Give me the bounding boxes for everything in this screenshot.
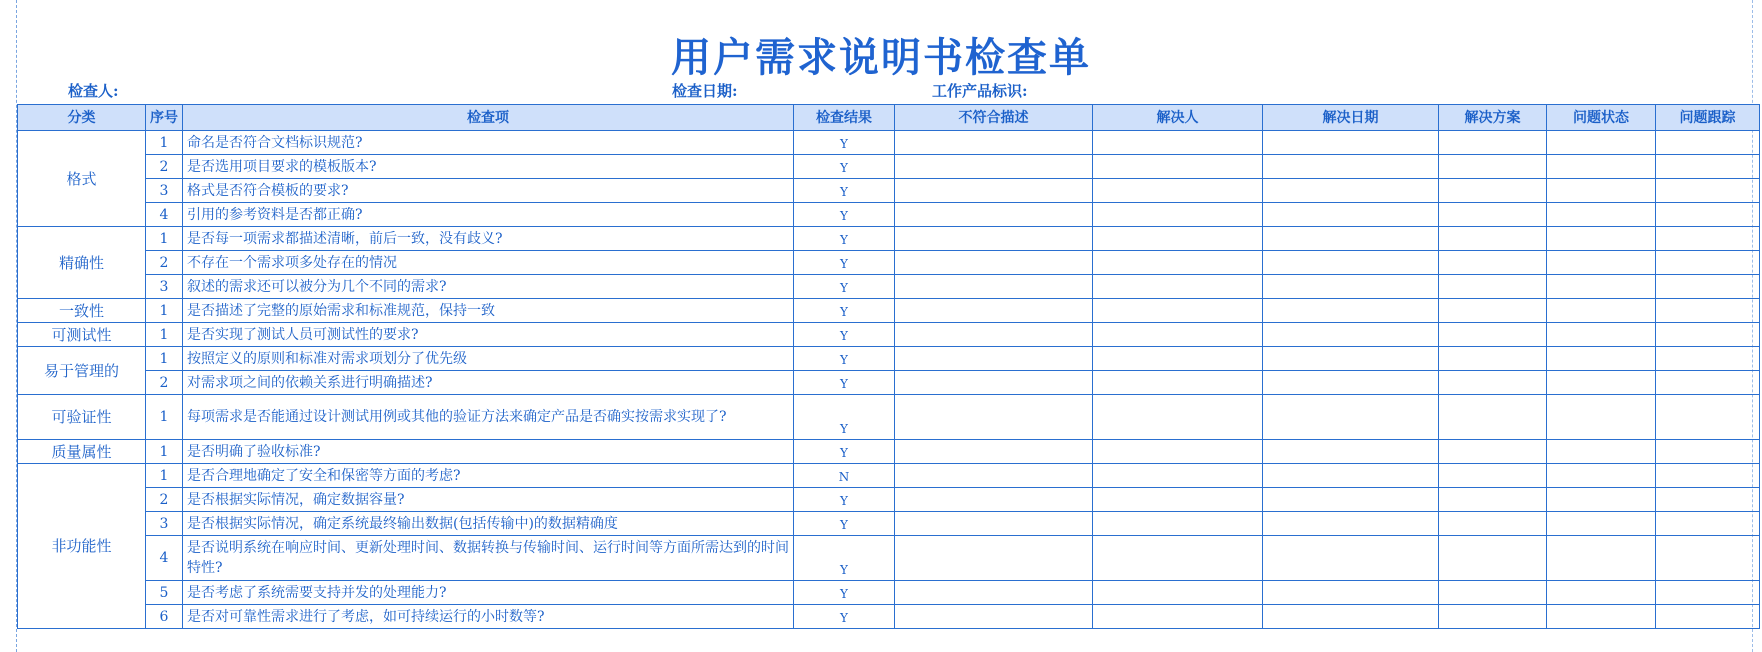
nonconformity-cell [895,395,1093,440]
row-number-cell: 5 [146,581,183,605]
header-resolver: 解决人 [1093,105,1263,131]
check-item-cell: 不存在一个需求项多处存在的情况 [183,251,794,275]
resolver-cell [1093,155,1263,179]
resolver-cell [1093,581,1263,605]
row-number-cell: 2 [146,488,183,512]
check-result-cell: N [794,464,895,488]
nonconformity-cell [895,155,1093,179]
issue-status-cell [1547,581,1656,605]
issue-status-cell [1547,395,1656,440]
solution-cell [1439,203,1547,227]
issue-tracking-cell [1656,488,1760,512]
check-result-cell: Y [794,299,895,323]
resolver-cell [1093,179,1263,203]
issue-status-cell [1547,323,1656,347]
check-result-cell: Y [794,536,895,581]
table-row [18,179,1760,203]
check-item-cell: 叙述的需求还可以被分为几个不同的需求? [183,275,794,299]
row-number-cell: 6 [146,605,183,629]
check-result-cell: Y [794,179,895,203]
table-row [18,299,1760,323]
resolver-cell [1093,488,1263,512]
table-row [18,440,1760,464]
row-number-cell: 2 [146,251,183,275]
row-number-cell: 1 [146,299,183,323]
resolver-cell [1093,512,1263,536]
resolve-date-cell [1263,581,1439,605]
page-title: 用户需求说明书检查单 [671,34,1091,81]
resolve-date-cell [1263,488,1439,512]
table-row [18,203,1760,227]
solution-cell [1439,131,1547,155]
resolve-date-cell [1263,440,1439,464]
resolve-date-cell [1263,299,1439,323]
table-row [18,275,1760,299]
row-number-cell: 1 [146,347,183,371]
resolve-date-cell [1263,512,1439,536]
nonconformity-cell [895,275,1093,299]
header-check-result: 检查结果 [794,105,895,131]
check-result-cell: Y [794,512,895,536]
row-number-cell: 3 [146,512,183,536]
solution-cell [1439,512,1547,536]
resolver-cell [1093,323,1263,347]
check-result-cell: Y [794,488,895,512]
check-result-cell: Y [794,605,895,629]
issue-tracking-cell [1656,440,1760,464]
solution-cell [1439,536,1547,581]
resolver-cell [1093,536,1263,581]
resolver-cell [1093,251,1263,275]
issue-tracking-cell [1656,227,1760,251]
solution-cell [1439,323,1547,347]
issue-status-cell [1547,488,1656,512]
inspector-label: 检查人: [68,82,119,100]
resolver-cell [1093,347,1263,371]
header-issue-status: 问题状态 [1547,105,1656,131]
resolve-date-cell [1263,347,1439,371]
issue-status-cell [1547,605,1656,629]
issue-status-cell [1547,347,1656,371]
check-item-cell: 是否说明系统在响应时间、更新处理时间、数据转换与传输时间、运行时间等方面所需达到的时间特性? [183,536,794,581]
issue-tracking-cell [1656,464,1760,488]
check-item-cell: 格式是否符合模板的要求? [183,179,794,203]
header-issue-tracking: 问题跟踪 [1656,105,1760,131]
solution-cell [1439,464,1547,488]
issue-status-cell [1547,203,1656,227]
solution-cell [1439,488,1547,512]
checklist-table [17,104,1760,629]
check-item-cell: 是否考虑了系统需要支持并发的处理能力? [183,581,794,605]
resolve-date-cell [1263,275,1439,299]
category-cell: 易于管理的 [18,347,146,395]
category-cell: 质量属性 [18,440,146,464]
inspection-date-label: 检查日期: [672,82,738,100]
issue-status-cell [1547,155,1656,179]
nonconformity-cell [895,131,1093,155]
issue-status-cell [1547,275,1656,299]
check-result-cell: Y [794,347,895,371]
issue-tracking-cell [1656,536,1760,581]
nonconformity-cell [895,251,1093,275]
check-item-cell: 是否根据实际情况，确定系统最终输出数据(包括传输中)的数据精确度 [183,512,794,536]
resolve-date-cell [1263,251,1439,275]
row-number-cell: 1 [146,131,183,155]
issue-status-cell [1547,227,1656,251]
resolver-cell [1093,440,1263,464]
row-number-cell: 3 [146,179,183,203]
header-resolve-date: 解决日期 [1263,105,1439,131]
check-item-cell: 引用的参考资料是否都正确? [183,203,794,227]
nonconformity-cell [895,464,1093,488]
table-row [18,131,1760,155]
issue-status-cell [1547,131,1656,155]
resolve-date-cell [1263,179,1439,203]
solution-cell [1439,347,1547,371]
header-category: 分类 [18,105,146,131]
solution-cell [1439,275,1547,299]
check-result-cell: Y [794,395,895,440]
row-number-cell: 1 [146,464,183,488]
nonconformity-cell [895,512,1093,536]
check-item-cell: 按照定义的原则和标准对需求项划分了优先级 [183,347,794,371]
check-item-cell: 是否合理地确定了安全和保密等方面的考虑? [183,464,794,488]
row-number-cell: 1 [146,227,183,251]
table-row [18,323,1760,347]
check-item-cell: 是否根据实际情况，确定数据容量? [183,488,794,512]
header-check-item: 检查项 [183,105,794,131]
check-item-cell: 是否每一项需求都描述清晰，前后一致，没有歧义? [183,227,794,251]
check-result-cell: Y [794,275,895,299]
issue-tracking-cell [1656,395,1760,440]
issue-tracking-cell [1656,275,1760,299]
nonconformity-cell [895,581,1093,605]
resolve-date-cell [1263,536,1439,581]
resolve-date-cell [1263,227,1439,251]
resolve-date-cell [1263,131,1439,155]
check-item-cell: 是否描述了完整的原始需求和标准规范，保持一致 [183,299,794,323]
issue-status-cell [1547,464,1656,488]
check-result-cell: Y [794,227,895,251]
resolver-cell [1093,464,1263,488]
resolver-cell [1093,275,1263,299]
table-row [18,347,1760,371]
row-number-cell: 4 [146,536,183,581]
resolver-cell [1093,299,1263,323]
check-item-cell: 是否明确了验收标准? [183,440,794,464]
resolver-cell [1093,371,1263,395]
nonconformity-cell [895,203,1093,227]
table-row [18,227,1760,251]
nonconformity-cell [895,227,1093,251]
row-number-cell: 3 [146,275,183,299]
issue-status-cell [1547,440,1656,464]
check-result-cell: Y [794,155,895,179]
header-solution: 解决方案 [1439,105,1547,131]
solution-cell [1439,581,1547,605]
issue-tracking-cell [1656,203,1760,227]
solution-cell [1439,251,1547,275]
row-number-cell: 1 [146,440,183,464]
check-result-cell: Y [794,371,895,395]
issue-status-cell [1547,512,1656,536]
solution-cell [1439,605,1547,629]
nonconformity-cell [895,371,1093,395]
issue-tracking-cell [1656,179,1760,203]
resolve-date-cell [1263,155,1439,179]
solution-cell [1439,299,1547,323]
issue-status-cell [1547,251,1656,275]
table-row [18,371,1760,395]
category-cell: 可验证性 [18,395,146,440]
table-row [18,395,1760,440]
nonconformity-cell [895,323,1093,347]
category-cell: 格式 [18,131,146,227]
resolver-cell [1093,605,1263,629]
nonconformity-cell [895,299,1093,323]
solution-cell [1439,395,1547,440]
issue-tracking-cell [1656,512,1760,536]
resolve-date-cell [1263,203,1439,227]
check-item-cell: 每项需求是否能通过设计测试用例或其他的验证方法来确定产品是否确实按需求实现了? [183,395,794,440]
resolve-date-cell [1263,323,1439,347]
issue-status-cell [1547,299,1656,323]
category-cell: 非功能性 [18,464,146,629]
solution-cell [1439,179,1547,203]
nonconformity-cell [895,179,1093,203]
solution-cell [1439,440,1547,464]
issue-tracking-cell [1656,131,1760,155]
solution-cell [1439,371,1547,395]
table-row [18,536,1760,581]
nonconformity-cell [895,536,1093,581]
nonconformity-cell [895,605,1093,629]
issue-tracking-cell [1656,323,1760,347]
row-number-cell: 2 [146,371,183,395]
issue-tracking-cell [1656,371,1760,395]
header-nonconformity: 不符合描述 [895,105,1093,131]
nonconformity-cell [895,347,1093,371]
table-row [18,251,1760,275]
check-result-cell: Y [794,581,895,605]
check-result-cell: Y [794,131,895,155]
table-row [18,464,1760,488]
category-cell: 精确性 [18,227,146,299]
header-row [18,105,1760,131]
resolve-date-cell [1263,395,1439,440]
nonconformity-cell [895,488,1093,512]
check-result-cell: Y [794,440,895,464]
row-number-cell: 1 [146,323,183,347]
table-row [18,605,1760,629]
issue-tracking-cell [1656,299,1760,323]
check-item-cell: 是否对可靠性需求进行了考虑，如可持续运行的小时数等? [183,605,794,629]
check-result-cell: Y [794,251,895,275]
header-number: 序号 [146,105,183,131]
solution-cell [1439,227,1547,251]
table-row [18,512,1760,536]
issue-tracking-cell [1656,581,1760,605]
check-result-cell: Y [794,203,895,227]
resolve-date-cell [1263,605,1439,629]
resolver-cell [1093,131,1263,155]
issue-tracking-cell [1656,155,1760,179]
issue-status-cell [1547,371,1656,395]
issue-status-cell [1547,536,1656,581]
resolver-cell [1093,227,1263,251]
check-item-cell: 是否选用项目要求的模板版本? [183,155,794,179]
issue-tracking-cell [1656,347,1760,371]
row-number-cell: 1 [146,395,183,440]
issue-tracking-cell [1656,251,1760,275]
row-number-cell: 2 [146,155,183,179]
table-row [18,488,1760,512]
category-cell: 可测试性 [18,323,146,347]
work-product-id-label: 工作产品标识: [932,82,1028,100]
check-result-cell: Y [794,323,895,347]
issue-status-cell [1547,179,1656,203]
resolve-date-cell [1263,371,1439,395]
check-item-cell: 命名是否符合文档标识规范? [183,131,794,155]
resolver-cell [1093,203,1263,227]
check-item-cell: 对需求项之间的依赖关系进行明确描述? [183,371,794,395]
issue-tracking-cell [1656,605,1760,629]
table-row [18,581,1760,605]
solution-cell [1439,155,1547,179]
table-row [18,155,1760,179]
category-cell: 一致性 [18,299,146,323]
resolve-date-cell [1263,464,1439,488]
nonconformity-cell [895,440,1093,464]
row-number-cell: 4 [146,203,183,227]
check-item-cell: 是否实现了测试人员可测试性的要求? [183,323,794,347]
resolver-cell [1093,395,1263,440]
